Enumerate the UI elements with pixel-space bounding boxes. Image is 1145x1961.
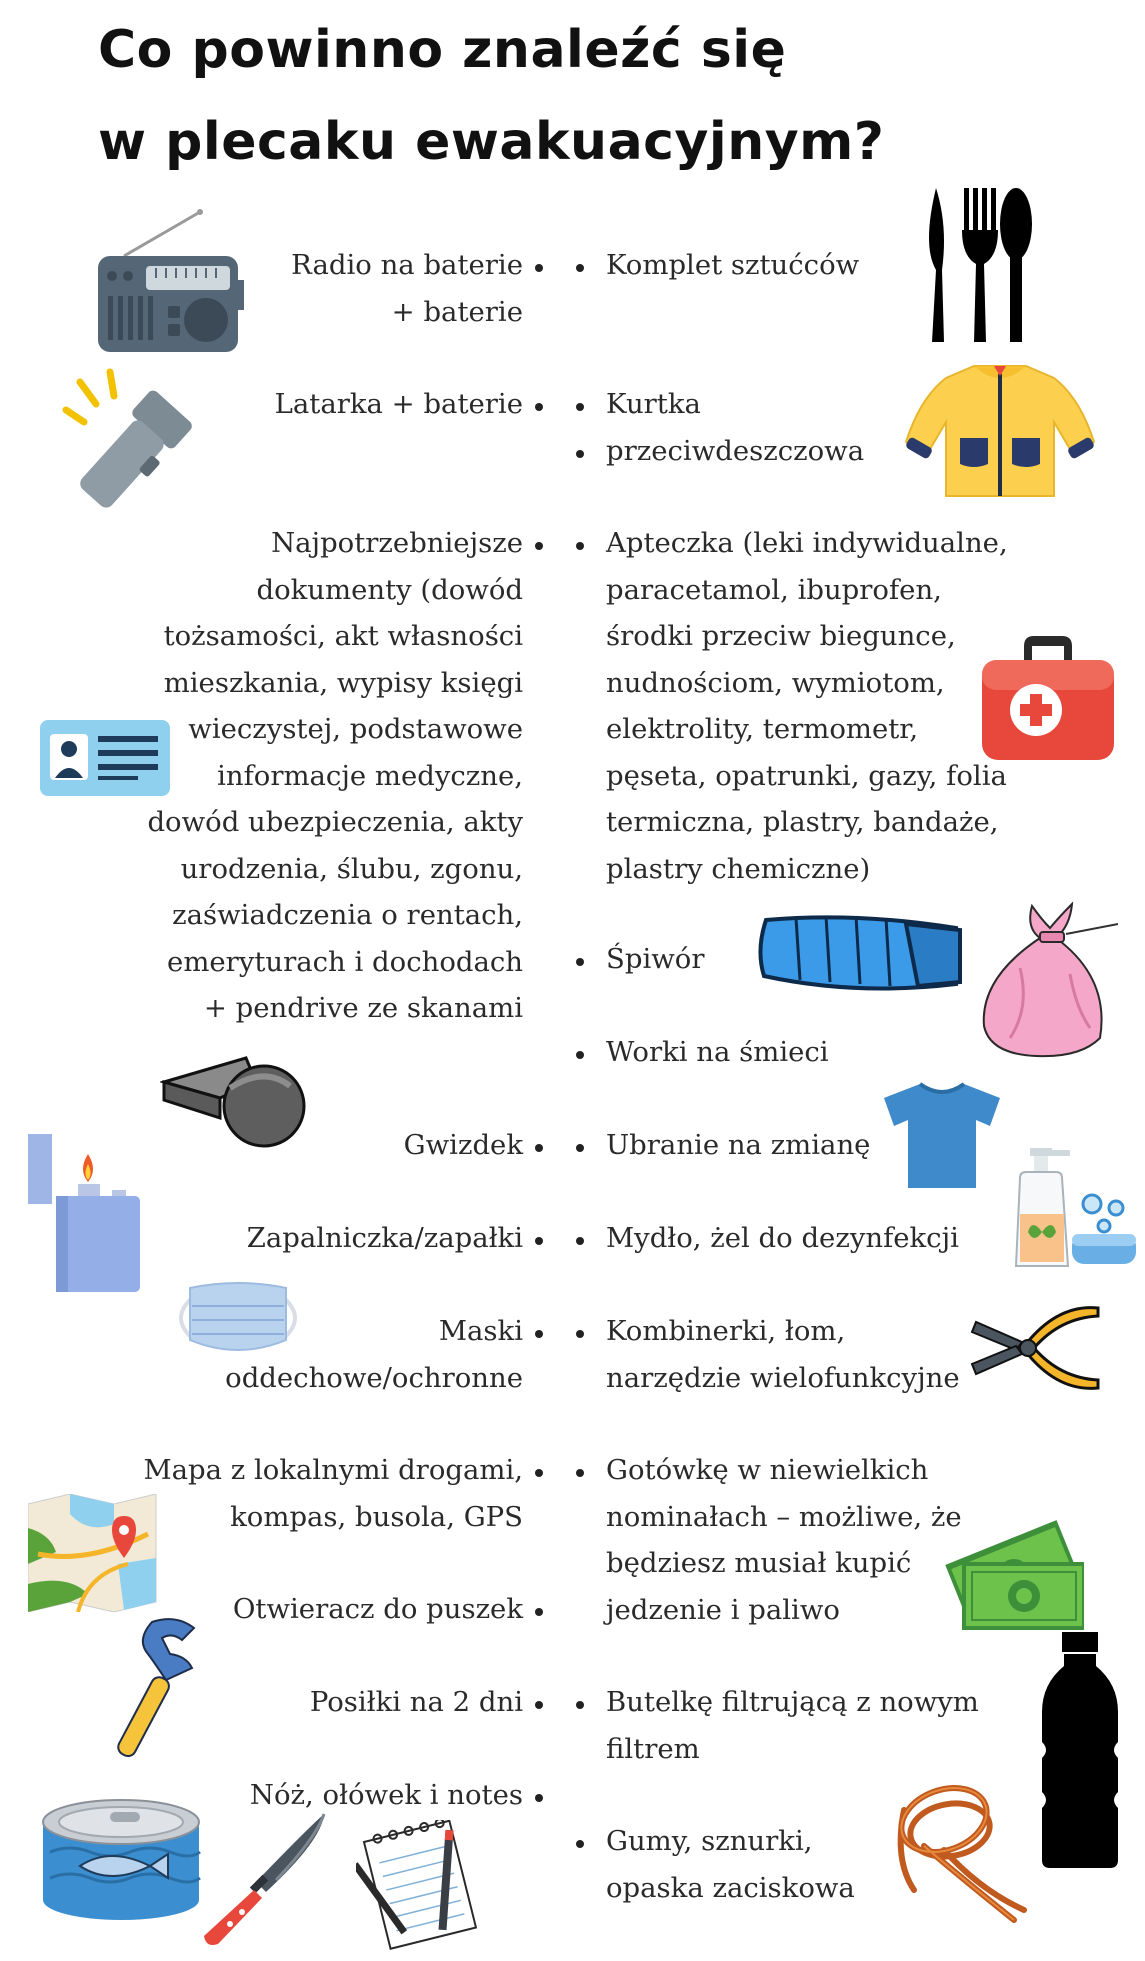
map-icon xyxy=(28,1494,158,1612)
list-item-first-aid: Apteczka (leki indywidualne, paracetamol, ibuprofen, środki przeciw biegunce, nudnościom, wymiotom, elektrolity, termometr, pęseta, opatrunki, gazy, folia termiczna, plastry, bandaże, plastry chemiczne) xyxy=(606,527,1008,885)
list-item-map: Mapa z lokalnymi drogami, kompas, busola, GPS xyxy=(143,1454,523,1533)
bullet xyxy=(535,1608,543,1616)
bullet xyxy=(576,1469,584,1477)
id-card-icon xyxy=(40,720,170,796)
face-mask-icon xyxy=(168,1278,308,1358)
bullet xyxy=(535,542,543,550)
sleeping-bag-icon xyxy=(756,910,964,996)
list-item-meals: Posiłki na 2 dni xyxy=(309,1686,523,1718)
soap-icon xyxy=(1012,1148,1138,1272)
list-item-knife-pencil: Nóż, ołówek i notes xyxy=(249,1779,523,1811)
list-item-soap: Mydło, żel do dezynfekcji xyxy=(606,1222,959,1254)
list-item-flashlight: Latarka + baterie xyxy=(274,388,523,420)
list-item-sleeping-bag: Śpiwór xyxy=(606,943,705,975)
list-item-clothes: Ubranie na zmianę xyxy=(606,1129,871,1161)
bullet xyxy=(576,958,584,966)
flashlight-icon xyxy=(60,364,220,524)
bottle-icon xyxy=(1040,1632,1120,1868)
whistle-icon xyxy=(160,1052,310,1152)
bullet xyxy=(535,1794,543,1802)
notebook-icon xyxy=(356,1820,482,1950)
bullet xyxy=(576,264,584,272)
bullet xyxy=(576,403,584,411)
radio-icon xyxy=(96,206,248,356)
bullet xyxy=(535,1469,543,1477)
bullet xyxy=(535,1701,543,1709)
list-item-documents: Najpotrzebniejsze dokumenty (dowód tożsamości, akt własności mieszkania, wypisy księgi wieczystej, podstawowe informacje medyczne, dowód ubezpieczenia, akty urodzenia, ślubu, zgonu, zaświadczenia o rentach, emeryturach i dochodach + pendrive ze skanami xyxy=(147,527,523,1024)
page-title-line-2: w plecaku ewakuacyjnym? xyxy=(98,112,885,172)
list-item-lighter: Zapalniczka/zapałki xyxy=(246,1222,523,1254)
list-item-pliers: Kombinerki, łom, narzędzie wielofunkcyjne xyxy=(606,1315,960,1394)
list-item-jacket: Kurtka xyxy=(606,388,701,420)
list-item-bottle: Butelkę filtrującą z nowym filtrem xyxy=(606,1686,979,1765)
list-item-raincoat: przeciwdeszczowa xyxy=(606,435,865,467)
raincoat-icon xyxy=(904,362,1096,498)
list-item-rope: Gumy, sznurki, opaska zaciskowa xyxy=(606,1825,855,1904)
bullet xyxy=(535,403,543,411)
trash-bag-icon xyxy=(980,898,1120,1058)
bullet xyxy=(535,264,543,272)
bullet xyxy=(535,1237,543,1245)
list-item-cash: Gotówkę w niewielkich nominałach – możliwe, że będziesz musiał kupić jedzenie i paliwo xyxy=(606,1454,962,1626)
first-aid-kit-icon xyxy=(978,634,1118,764)
list-item-masks: Maski oddechowe/ochronne xyxy=(225,1315,523,1394)
rope-icon xyxy=(884,1770,1032,1936)
bullet xyxy=(576,1051,584,1059)
bullet xyxy=(576,1144,584,1152)
list-item-whistle: Gwizdek xyxy=(403,1129,523,1161)
cutlery-icon xyxy=(926,186,1034,346)
page-title-line-1: Co powinno znaleźć się xyxy=(98,20,787,80)
bullet xyxy=(576,450,584,458)
list-item-cutlery: Komplet sztućców xyxy=(606,249,860,281)
canned-fish-icon xyxy=(40,1782,202,1922)
list-item-trash-bags: Worki na śmieci xyxy=(606,1036,829,1068)
bullet xyxy=(576,542,584,550)
tshirt-icon xyxy=(880,1080,1004,1190)
bullet xyxy=(576,1330,584,1338)
bullet xyxy=(576,1840,584,1848)
cash-icon xyxy=(944,1520,1084,1630)
bullet xyxy=(576,1237,584,1245)
knife-icon xyxy=(196,1810,336,1950)
list-item-can-opener: Otwieracz do puszek xyxy=(232,1593,523,1625)
bullet xyxy=(576,1701,584,1709)
pliers-icon xyxy=(968,1300,1100,1396)
bullet xyxy=(535,1330,543,1338)
bullet xyxy=(535,1144,543,1152)
can-opener-icon xyxy=(96,1614,206,1774)
list-item-radio: Radio na baterie + baterie xyxy=(291,249,523,328)
lighter-icon xyxy=(26,1134,146,1294)
